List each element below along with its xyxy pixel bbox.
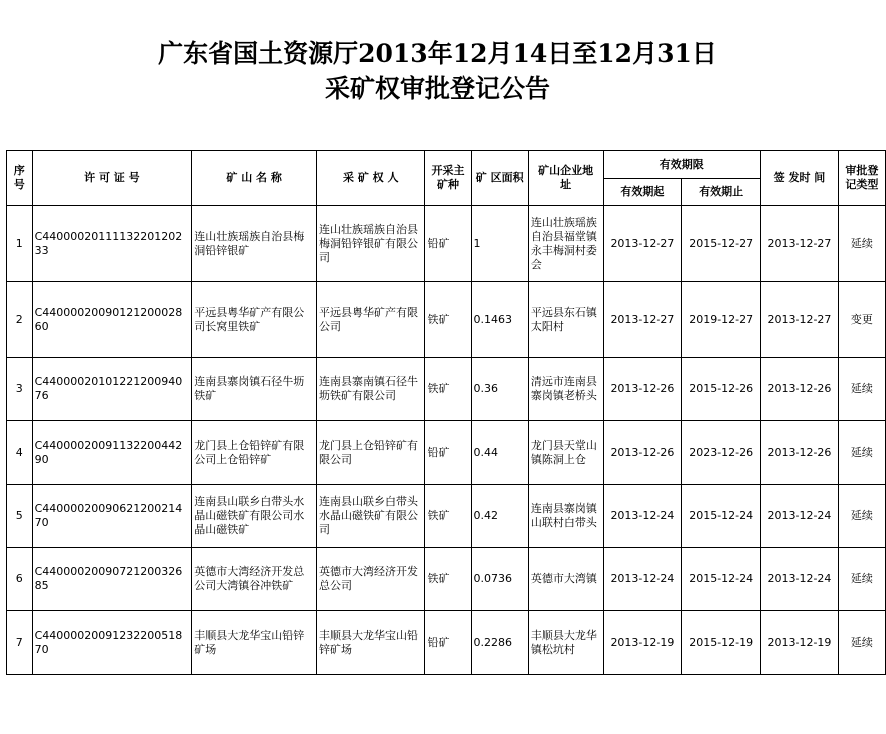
header-valid-from: 有效期起 xyxy=(603,179,682,206)
cell-mine-name: 连南县山联乡白带头水晶山磁铁矿有限公司水晶山磁铁矿 xyxy=(192,485,317,548)
cell-holder: 龙门县上仓铅锌矿有限公司 xyxy=(317,421,425,485)
cell-area: 0.1463 xyxy=(471,282,528,358)
cell-address: 龙门县天堂山镇陈洞上仓 xyxy=(528,421,603,485)
cell-mineral: 铅矿 xyxy=(425,611,471,675)
cell-address: 丰顺县大龙华镇松坑村 xyxy=(528,611,603,675)
cell-area: 0.44 xyxy=(471,421,528,485)
header-reg-type: 审批登记类型 xyxy=(838,151,885,206)
cell-address: 清远市连南县寨岗镇老桥头 xyxy=(528,358,603,421)
cell-holder: 丰顺县大龙华宝山铅锌矿场 xyxy=(317,611,425,675)
cell-issue-date: 2013-12-26 xyxy=(761,358,839,421)
cell-mineral: 铁矿 xyxy=(425,548,471,611)
header-validity: 有效期限 xyxy=(603,151,761,179)
cell-issue-date: 2013-12-24 xyxy=(761,548,839,611)
cell-reg-type: 变更 xyxy=(838,282,885,358)
cell-license: C4400002009012120002860 xyxy=(32,282,192,358)
cell-mineral: 铁矿 xyxy=(425,485,471,548)
cell-license: C4400002009123220051870 xyxy=(32,611,192,675)
cell-mine-name: 连山壮族瑶族自治县梅洞铅锌银矿 xyxy=(192,206,317,282)
cell-area: 0.2286 xyxy=(471,611,528,675)
cell-seq: 5 xyxy=(7,485,33,548)
table-row xyxy=(7,358,886,421)
cell-address: 连山壮族瑶族自治县福堂镇永丰梅洞村委会 xyxy=(528,206,603,282)
header-address: 矿山企业地 址 xyxy=(528,151,603,206)
cell-mine-name: 连南县寨岗镇石径牛坜铁矿 xyxy=(192,358,317,421)
header-holder: 采 矿 权 人 xyxy=(317,151,425,206)
header-mine-name: 矿 山 名 称 xyxy=(192,151,317,206)
cell-valid-to: 2015-12-27 xyxy=(682,206,761,282)
table-row xyxy=(7,611,886,675)
table-row xyxy=(7,282,886,358)
cell-license: C4400002011113220120233 xyxy=(32,206,192,282)
cell-issue-date: 2013-12-27 xyxy=(761,282,839,358)
cell-reg-type: 延续 xyxy=(838,548,885,611)
cell-seq: 4 xyxy=(7,421,33,485)
cell-issue-date: 2013-12-26 xyxy=(761,421,839,485)
cell-area: 0.42 xyxy=(471,485,528,548)
cell-valid-from: 2013-12-19 xyxy=(603,611,682,675)
cell-holder: 英德市大湾经济开发总公司 xyxy=(317,548,425,611)
cell-reg-type: 延续 xyxy=(838,358,885,421)
cell-address: 平远县东石镇太阳村 xyxy=(528,282,603,358)
cell-area: 0.36 xyxy=(471,358,528,421)
cell-mine-name: 英德市大湾经济开发总公司大湾镇谷冲铁矿 xyxy=(192,548,317,611)
cell-holder: 连南县寨南镇石径牛坜铁矿有限公司 xyxy=(317,358,425,421)
cell-issue-date: 2013-12-19 xyxy=(761,611,839,675)
table-row xyxy=(7,206,886,282)
cell-mineral: 铁矿 xyxy=(425,282,471,358)
cell-reg-type: 延续 xyxy=(838,611,885,675)
cell-address: 连南县寨岗镇山联村白带头 xyxy=(528,485,603,548)
header-license: 许 可 证 号 xyxy=(32,151,192,206)
cell-valid-to: 2015-12-19 xyxy=(682,611,761,675)
cell-area: 1 xyxy=(471,206,528,282)
cell-seq: 7 xyxy=(7,611,33,675)
cell-holder: 平远县粤华矿产有限公司 xyxy=(317,282,425,358)
table-row xyxy=(7,548,886,611)
cell-valid-to: 2015-12-24 xyxy=(682,485,761,548)
cell-valid-to: 2023-12-26 xyxy=(682,421,761,485)
cell-mine-name: 平远县粤华矿产有限公司长窝里铁矿 xyxy=(192,282,317,358)
cell-seq: 6 xyxy=(7,548,33,611)
cell-valid-from: 2013-12-27 xyxy=(603,282,682,358)
cell-mine-name: 丰顺县大龙华宝山铅锌矿场 xyxy=(192,611,317,675)
cell-valid-to: 2019-12-27 xyxy=(682,282,761,358)
announcement-table xyxy=(6,150,886,675)
header-issue-date: 签 发时 间 xyxy=(761,151,839,206)
header-mineral: 开采主矿种 xyxy=(425,151,471,206)
cell-area: 0.0736 xyxy=(471,548,528,611)
cell-address: 英德市大湾镇 xyxy=(528,548,603,611)
cell-mine-name: 龙门县上仓铅锌矿有限公司上仓铅锌矿 xyxy=(192,421,317,485)
cell-seq: 1 xyxy=(7,206,33,282)
cell-valid-from: 2013-12-24 xyxy=(603,485,682,548)
cell-license: C4400002010122120094076 xyxy=(32,358,192,421)
header-seq: 序号 xyxy=(7,151,33,206)
cell-mineral: 铅矿 xyxy=(425,421,471,485)
page-title: 广东省国土资源厅2013年12月14日至12月31日 xyxy=(158,39,717,68)
cell-seq: 2 xyxy=(7,282,33,358)
cell-license: C4400002009062120021470 xyxy=(32,485,192,548)
cell-valid-from: 2013-12-27 xyxy=(603,206,682,282)
cell-issue-date: 2013-12-27 xyxy=(761,206,839,282)
cell-seq: 3 xyxy=(7,358,33,421)
cell-mineral: 铅矿 xyxy=(425,206,471,282)
header-area: 矿 区面积 xyxy=(471,151,528,206)
cell-mineral: 铁矿 xyxy=(425,358,471,421)
cell-reg-type: 延续 xyxy=(838,421,885,485)
table-row xyxy=(7,485,886,548)
cell-reg-type: 延续 xyxy=(838,206,885,282)
cell-valid-from: 2013-12-24 xyxy=(603,548,682,611)
cell-issue-date: 2013-12-24 xyxy=(761,485,839,548)
cell-holder: 连山壮族瑶族自治县梅洞铅锌银矿有限公司 xyxy=(317,206,425,282)
cell-valid-from: 2013-12-26 xyxy=(603,421,682,485)
cell-license: C4400002009072120032685 xyxy=(32,548,192,611)
cell-holder: 连南县山联乡白带头水晶山磁铁矿有限公司 xyxy=(317,485,425,548)
cell-valid-to: 2015-12-24 xyxy=(682,548,761,611)
cell-license: C4400002009113220044290 xyxy=(32,421,192,485)
cell-reg-type: 延续 xyxy=(838,485,885,548)
cell-valid-to: 2015-12-26 xyxy=(682,358,761,421)
table-row xyxy=(7,421,886,485)
header-valid-to: 有效期止 xyxy=(682,179,761,206)
cell-valid-from: 2013-12-26 xyxy=(603,358,682,421)
page-subtitle: 采矿权审批登记公告 xyxy=(324,74,550,103)
